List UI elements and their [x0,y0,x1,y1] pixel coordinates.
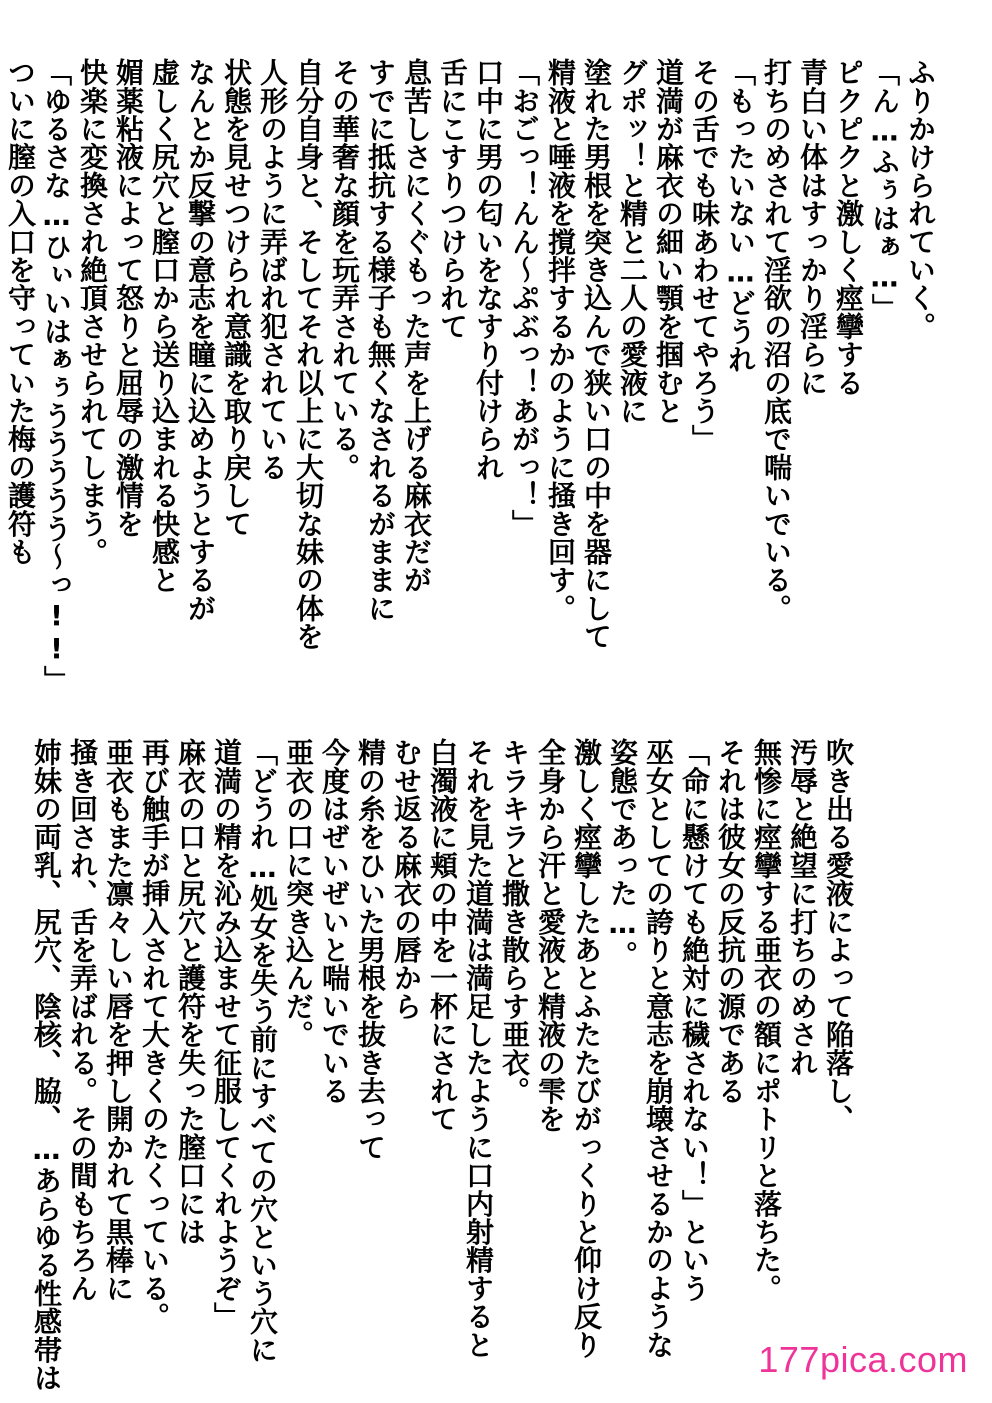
text-line: 打ちのめされて淫欲の沼の底で喘いでいる。 [760,58,793,622]
text-line: 巫女としての誇りと意志を崩壊させるかのような [642,738,675,1359]
text-line: 精液と唾液を撹拌するかのように掻き回す。 [544,58,577,622]
text-line: 「ん…ふぅはぁ…」 [868,58,901,322]
text-line: 再び触手が挿入されて大きくのたくっている。 [138,738,171,1331]
text-line: 青白い体はすっかり淫らに [796,58,829,397]
text-line: キラキラと撒き散らす亜衣。 [498,738,531,1105]
text-line: なんとか反撃の意志を瞳に込めようとするが [184,58,217,622]
text-line: 息苦しさにくぐもった声を上げる麻衣だが [400,58,433,594]
text-line: グポッ！と精と二人の愛液に [616,58,649,425]
text-line: 掻き回され、舌を弄ばれる。その間もちろん [66,738,99,1302]
text-line: 「おごっ！んん〜ぷぶっ！あがっ！」 [508,58,541,538]
site-watermark: 177pica.com [758,1339,968,1380]
text-line: 姿態であった…。 [606,738,639,969]
text-line: ついに膣の入口を守っていた梅の護符も [4,58,37,566]
text-line: 自分自身と、そしてそれ以上に大切な妹の体を [292,58,325,651]
text-line: 快楽に変換され絶頂させられてしまう。 [76,58,109,566]
text-line: 道満の精を沁み込ませて征服してくれようぞ」 [210,738,243,1331]
text-line: 亜衣もまた凛々しい唇を押し開かれて黒棒に [102,738,135,1302]
text-line: むせ返る麻衣の唇から [390,738,423,1020]
text-line: それは彼女の反抗の源である [714,738,747,1105]
text-line: 媚薬粘液によって怒りと屈辱の激情を [112,58,145,538]
text-line: 「もったいない…どうれ [724,58,757,374]
text-line: 無惨に痙攣する亜衣の額にポトリと落ちた。 [750,738,783,1302]
bottom-text-block [28,738,856,1392]
text-line: 口中に男の匂いをなすり付けられ [472,58,505,481]
text-line: すでに抵抗する様子も無くなされるがままに [364,58,397,622]
text-line: 「ゆるさな…ひぃいはぁぅううううう〜っ!!」 [40,58,73,694]
text-line: 塗れた男根を突き込んで狭い口の中を器にして [580,58,613,651]
text-line: 道満が麻衣の細い顎を掴むと [652,58,685,425]
top-text-block [2,58,938,694]
text-line: 虚しく尻穴と膣口から送り込まれる快感と [148,58,181,594]
text-line: 汚辱と絶望に打ちのめされ [786,738,819,1077]
text-line: 「どうれ…処女を失う前にすべての穴という穴に [246,738,279,1364]
text-line: 人形のように弄ばれ犯されている [256,58,289,481]
text-line: 白濁液に頬の中を一杯にされて [426,738,459,1133]
text-line: 麻衣の口と尻穴と護符を失った膣口には [174,738,207,1246]
text-line: その舌でも味あわせてやろう」 [688,58,721,453]
text-line: 全身から汗と愛液と精液の雫を [534,738,567,1133]
text-line: 精の糸をひいた男根を抜き去って [354,738,387,1161]
text-line: 激しく痙攣したあとふたたびがっくりと仰け反り [570,738,603,1359]
text-line: 「命に懸けても絶対に穢されない！」という [678,738,711,1302]
text-line: 亜衣の口に突き込んだ。 [282,738,315,1049]
text-line: 今度はぜいぜいと喘いでいる [318,738,351,1105]
text-line: それを見た道満は満足したように口内射精すると [462,738,495,1359]
text-line: 吹き出る愛液によって陥落し、 [822,738,855,1133]
text-line: ふりかけられていく。 [904,58,937,340]
text-line: 状態を見せつけられ意識を取り戻して [220,58,253,538]
text-line: その華奢な顔を玩弄されている。 [328,58,361,481]
text-line: 舌にこすりつけられて [436,58,469,340]
text-line: 姉妹の両乳、尻穴、陰核、脇、…あらゆる性感帯は [30,738,63,1392]
text-line: ピクピクと激しく痙攣する [832,58,865,397]
